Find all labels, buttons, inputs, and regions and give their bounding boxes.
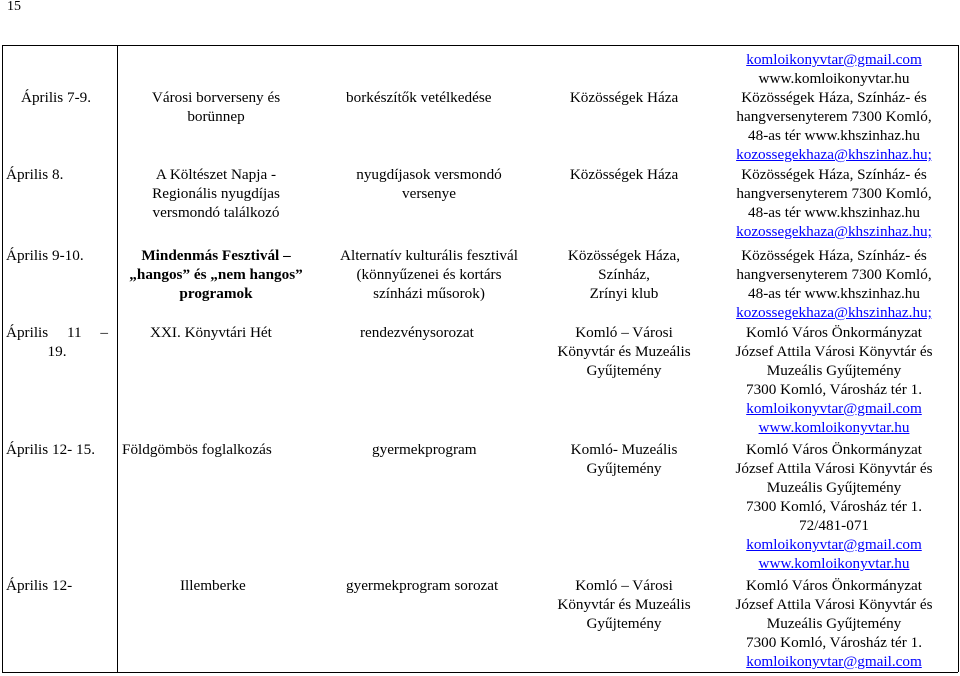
table-border-right [958, 45, 959, 672]
row2-category: nyugdíjasok versmondó versenye [356, 166, 502, 202]
row6-category: gyermekprogram sorozat [346, 577, 499, 594]
row1-venue: Közösségek Háza [569, 89, 679, 106]
row3-event: Mindenmás Fesztivál – „hangos” és „nem hangos” programok [129, 247, 303, 302]
row2-contact: Közösségek Háza, Színház- és hangversenyterem 7300 Komló, 48-as tér www.khszinhaz.hu kozossegekhaza@khszinhaz.hu; [718, 165, 950, 241]
row3-contact: Közösségek Háza, Színház- és hangversenyterem 7300 Komló, 48-as tér www.khszinhaz.hu kozossegekhaza@khszinhaz.hu; [718, 246, 950, 322]
row4-contact: Komló Város Önkormányzat József Attila Városi Könyvtár és Muzeális Gyűjtemény 7300 Komló, Városház tér 1. komloikonyvtar@gmail.com www.komloikonyvtar.hu [718, 323, 950, 437]
column-divider [117, 45, 118, 672]
row6-date: Április 12- [6, 577, 73, 594]
row5-event: Földgömbös foglalkozás [122, 441, 272, 458]
row6-event: Illemberke [180, 577, 246, 594]
table-border-bottom [2, 672, 958, 673]
row2-event: A Költészet Napja - Regionális nyugdíjas versmondó találkozó [152, 166, 280, 221]
row4-category: rendezvénysorozat [360, 324, 474, 341]
row5-contact: Komló Város Önkormányzat József Attila Városi Könyvtár és Muzeális Gyűjtemény 7300 Komló, Városház tér 1. 72/481-071 komloikonyvtar@gmail.com www.komloikonyvtar.hu [718, 440, 950, 573]
row1-date: Április 7-9. [20, 89, 92, 106]
row5-venue: Komló- Muzeális Gyűjtemény [570, 441, 678, 477]
row4-event: XXI. Könyvtári Hét [150, 324, 272, 341]
email-link[interactable]: kozossegekhaza@khszinhaz.hu; [736, 304, 932, 321]
row1-contact: komloikonyvtar@gmail.com www.komloikonyvtar.hu Közösségek Háza, Színház- és hangversenyterem 7300 Komló, 48-as tér www.khszinhaz.hu kozossegekhaza@khszinhaz.hu; [718, 50, 950, 164]
email-link[interactable]: komloikonyvtar@gmail.com [746, 400, 922, 417]
row1-event: Városi borverseny és borünnep [151, 89, 281, 125]
row1-category: borkészítők vetélkedése [346, 89, 492, 106]
email-link[interactable]: kozossegekhaza@khszinhaz.hu; [736, 223, 932, 240]
email-link[interactable]: komloikonyvtar@gmail.com [746, 536, 922, 553]
row2-venue: Közösségek Háza [569, 166, 679, 183]
website-link[interactable]: www.komloikonyvtar.hu [758, 419, 910, 436]
row2-date: Április 8. [6, 166, 64, 183]
row4-venue: Komló – Városi Könyvtár és Muzeális Gyűjtemény [557, 324, 691, 379]
table-border-top [2, 45, 958, 46]
row4-date: Április 11 – 19. [6, 324, 108, 360]
row5-date: Április 12- 15. [6, 441, 96, 458]
row3-category: Alternatív kulturális fesztivál (könnyűzenei és kortárs színházi műsorok) [340, 247, 518, 302]
website-link[interactable]: www.komloikonyvtar.hu [758, 555, 910, 572]
row3-venue: Közösségek Háza, Színház, Zrínyi klub [567, 247, 681, 302]
table-border-left [2, 45, 3, 672]
row3-date: Április 9-10. [6, 247, 84, 264]
row6-contact: Komló Város Önkormányzat József Attila Városi Könyvtár és Muzeális Gyűjtemény 7300 Komló, Városház tér 1. komloikonyvtar@gmail.com [718, 576, 950, 671]
row6-venue: Komló – Városi Könyvtár és Muzeális Gyűjtemény [557, 577, 691, 632]
page-number: 15 [7, 0, 21, 14]
email-link[interactable]: komloikonyvtar@gmail.com [746, 51, 922, 68]
row5-category: gyermekprogram [372, 441, 477, 458]
email-link[interactable]: kozossegekhaza@khszinhaz.hu; [736, 146, 932, 163]
email-link[interactable]: komloikonyvtar@gmail.com [746, 653, 922, 670]
